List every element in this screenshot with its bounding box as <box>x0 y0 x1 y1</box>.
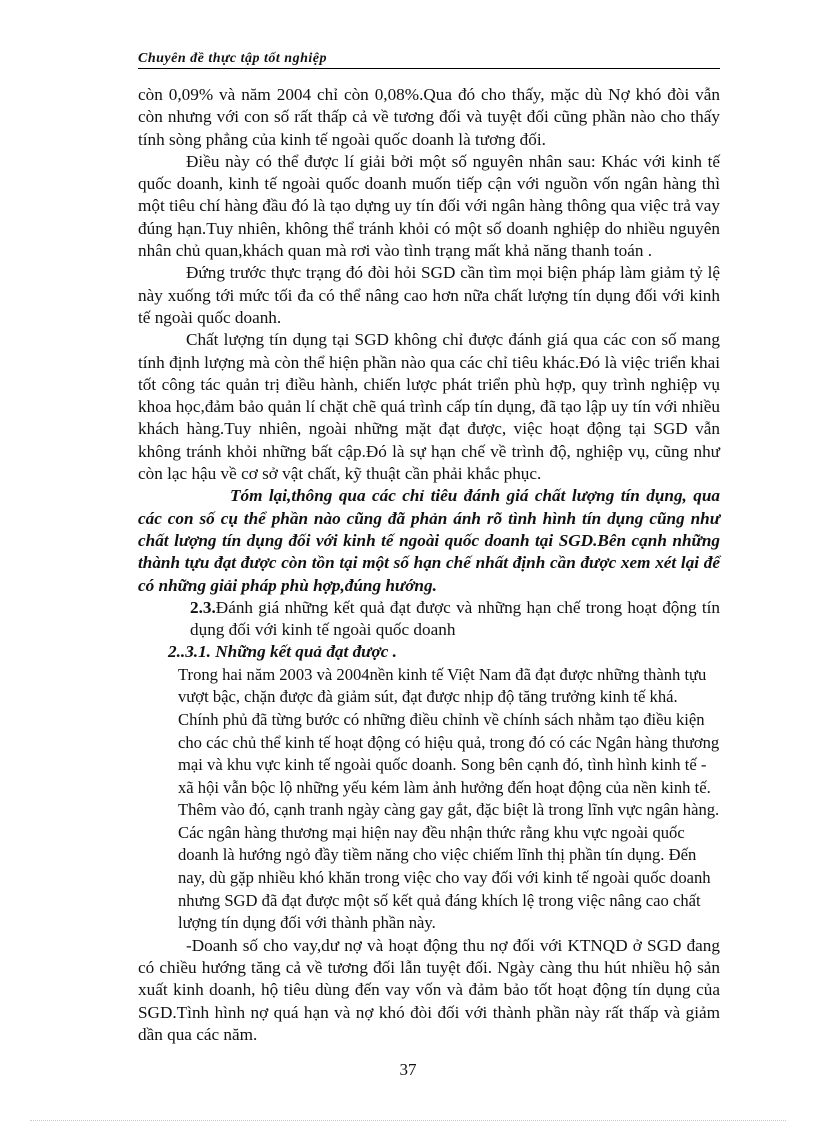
section-number: 2.3. <box>190 597 216 617</box>
paragraph: Điều này có thể được lí giải bởi một số nguyên nhân sau: Khác với kinh tế quốc doanh, kinh tế ngoài quốc doanh muốn tiếp cận với nguồn vốn ngân hàng thì một tiêu chí hàng đầu đó là tạo dựng uy tín đối với ngân hàng thông qua việc trả vay đúng hạn.Tuy nhiên, không thể tránh khỏi có một số doanh nghiệp do nhiều nguyên nhân chủ quan,khách quan mà rơi vào tình trạng mất khả năng thanh toán . <box>138 151 720 261</box>
page-number: 37 <box>399 1060 417 1079</box>
paragraph: Chất lượng tín dụng tại SGD không chỉ được đánh giá qua các con số mang tính định lượng mà còn thể hiện phần nào qua các chỉ tiêu khác.Đó là việc triển khai tốt công tác quản trị điều hành, chiến lược phát triển phù hợp, quy trình nghiệp vụ khoa học,đảm bảo quản lí chặt chẽ quá trình cấp tín dụng, đã tạo lập uy tín với nhiều khách hàng.Tuy nhiên, ngoài những mặt đạt được, việc hoạt động tại SGD vẫn không tránh khỏi những bất cập.Đó là sự hạn chế về trình độ, nghiệp vụ, cũng như còn lạc hậu về cơ sở vật chất, kỹ thuật cần phải khắc phục. <box>138 330 720 484</box>
section-heading <box>138 597 720 642</box>
page-bottom-divider <box>30 1120 786 1121</box>
paragraph: còn 0,09% và năm 2004 chỉ còn 0,08%.Qua đó cho thấy, mặc dù Nợ khó đòi vẫn còn nhưng với con số rất thấp cả về tương đối và tuyệt đối cũng phần nào cho thấy tính sòng phẳng của kinh tế ngoài quốc doanh là tương đối. <box>138 85 720 149</box>
summary-paragraph: Tóm lại,thông qua các chỉ tiêu đánh giá chất lượng tín dụng, qua các con số cụ thể phần nào cũng đã phản ánh rõ tình hình tín dụng cũng như chất lượng tín dụng đối với kinh tế ngoài quốc doanh tại SGD.Bên cạnh những thành tựu đạt được còn tồn tại một số hạn chế nhất định cần được xem xét lại để có những giải pháp phù hợp,đúng hướng. <box>138 486 720 595</box>
paragraph: -Doanh số cho vay,dư nợ và hoạt động thu nợ đối với KTNQD ở SGD đang có chiều hướng tăng cả về tương đối lẫn tuyệt đối. Ngày càng thu hút nhiều hộ sản xuất kinh doanh, hộ tiêu dùng đến vay vốn và đảm bảo tốt hoạt động tín dụng của SGD.Tình hình nợ quá hạn và nợ khó đòi đối với thành phần này rất thấp và giảm dần qua các năm. <box>138 935 720 1045</box>
paragraph: Đứng trước thực trạng đó đòi hỏi SGD cần tìm mọi biện pháp làm giảm tỷ lệ này xuống tới mức tối đa có thể nâng cao hơn nữa chất lượng tín dụng đối với kinh tế ngoài quốc doanh. <box>138 263 720 327</box>
paragraph: Trong hai năm 2003 và 2004nền kinh tế Việt Nam đã đạt được những thành tựu vượt bậc, chặn được đà giảm sút, đạt được nhịp độ tăng trưởng kinh tế khá. Chính phủ đã từng bước có những điều chỉnh về chính sách nhằm tạo điều kiện cho các chủ thể kinh tế hoạt động có hiệu quả, trong đó có các Ngân hàng thương mại và khu vực kinh tế ngoài quốc doanh. Song bên cạnh đó, tình hình kinh tế - xã hội vẫn bộc lộ những yếu kém làm ảnh hưởng đến hoạt động của nền kinh tế. Thêm vào đó, cạnh tranh ngày càng gay gắt, đặc biệt là trong lĩnh vực ngân hàng. Các ngân hàng thương mại hiện nay đều nhận thức rằng khu vực ngoài quốc doanh là hướng ngỏ đầy tiềm năng cho việc chiếm lĩnh thị phần tín dụng. Đến nay, dù gặp nhiều khó khăn trong việc cho vay đối với kinh tế ngoài quốc doanh nhưng SGD đã đạt được một số kết quả đáng khích lệ trong việc nâng cao chất lượng tín dụng đối với thành phần này. <box>178 664 720 933</box>
subsection-heading: 2..3.1. Những kết quả đạt được . <box>168 642 397 662</box>
page-body <box>138 84 720 1046</box>
page-header <box>138 48 720 69</box>
section-title: Đánh giá những kết quả đạt được và những hạn chế trong hoạt động tín dụng đối với kinh tế ngoài quốc doanh <box>190 597 720 640</box>
header-title: Chuyên đề thực tập tốt nghiệp <box>138 51 327 66</box>
